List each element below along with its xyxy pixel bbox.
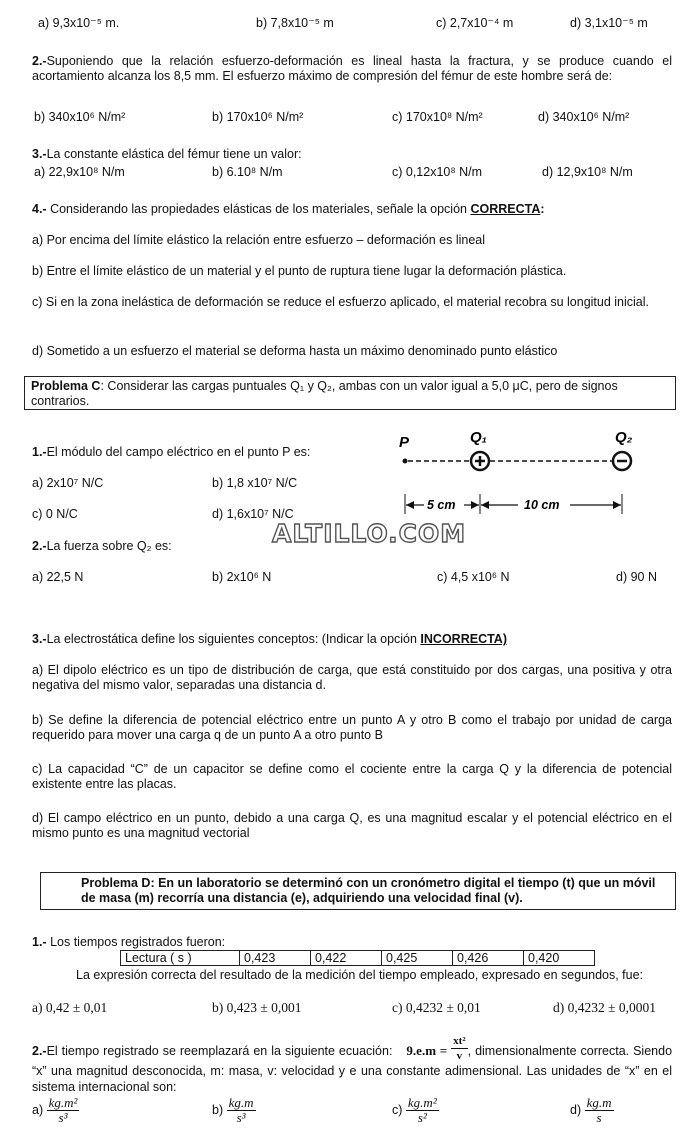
arrow-right-icon (613, 501, 621, 509)
q4-option-a: a) Por encima del límite elástico la relación entre esfuerzo – deformación es lineal (32, 233, 486, 247)
readings-table (120, 950, 595, 966)
d2-option-a (32, 1096, 79, 1125)
question-text: Los tiempos registrados fueron: (46, 935, 226, 949)
c3-option-c: c) La capacidad “C” de un capacitor se define como el cociente entre la carga Q y la diferencia de potencial existente entre las placas. (32, 762, 672, 791)
negative-charge-icon (613, 452, 631, 470)
numerator: kg.m² (48, 1095, 78, 1110)
watermark: ALTILLO.COM (272, 519, 467, 548)
q2-option-c: c) 170x10⁸ N/m² (392, 110, 483, 124)
question-number: 2.- (32, 539, 47, 553)
emphasis: INCORRECTA) (420, 632, 507, 646)
question-d2 (32, 1035, 673, 1095)
table-row (121, 951, 595, 966)
c3-option-a: a) El dipolo eléctrico es un tipo de distribución de carga, que está constituido por dos cargas, una positiva y otra negativa del mismo valor, separadas una distancia d. (32, 663, 672, 692)
table-cell: 0,422 (311, 951, 382, 966)
question-text: La constante elástica del fémur tiene un valor: (46, 147, 302, 161)
c2-option-a: a) 22,5 N (32, 570, 84, 584)
distance-2: 10 cm (524, 498, 560, 512)
question-number: 2.- (32, 54, 47, 68)
q2-option-d: d) 340x10⁶ N/m² (538, 110, 630, 124)
question-text: La electrostática define los siguientes conceptos: (Indicar la opción (46, 632, 421, 646)
q1-option-b: b) 7,8x10⁻⁵ m (256, 16, 334, 30)
charge-diagram (390, 420, 650, 520)
q2-option-a: b) 340x10⁶ N/m² (34, 110, 126, 124)
question-number: 4.- (32, 202, 47, 216)
option-fraction (585, 1096, 614, 1125)
numerator: kg.m (228, 1095, 254, 1110)
question-4 (32, 202, 672, 217)
d1-option-d: d) 0,4232 ± 0,0001 (553, 1000, 657, 1015)
denominator: s² (417, 1110, 427, 1125)
q4-option-c: c) Si en la zona inelástica de deformación se reduce el esfuerzo aplicado, el material recobra su longitud inicial. (32, 295, 650, 309)
option-label: c) (392, 1103, 403, 1117)
c3-option-b: b) Se define la diferencia de potencial eléctrico entre un punto A y otro B como el trabajo por unidad de carga requerido para mover una carga q de un punto A a otro punto B (32, 713, 672, 742)
question-text: Suponiendo que la relación esfuerzo-deformación es lineal hasta la fractura, y se produce cuando el acortamiento alcanza los 8,5 mm. El esfuerzo máximo de compresión del fémur de este hombre será de: (32, 54, 672, 83)
c1-option-d: d) 1,6x10⁷ N/C (212, 507, 294, 521)
c3-option-d: d) El campo eléctrico en un punto, debido a una carga Q, es una magnitud escalar y el potencial eléctrico en el mismo punto es una magnitud vectorial (32, 811, 672, 840)
emphasis: CORRECTA (470, 202, 541, 216)
distance-1: 5 cm (427, 498, 456, 512)
colon: : (540, 202, 545, 216)
q3-option-d: d) 12,9x10⁸ N/m (542, 165, 633, 179)
option-fraction (227, 1096, 256, 1125)
d2-option-b (212, 1096, 256, 1125)
c2-option-c: c) 4,5 x10⁶ N (437, 570, 510, 584)
question-text: El tiempo registrado se reemplazará en la siguiente ecuación: (46, 1043, 393, 1058)
table-cell: 0,420 (524, 951, 595, 966)
d1-option-a: a) 0,42 ± 0,01 (32, 1000, 108, 1015)
d2-option-c (392, 1096, 439, 1125)
option-label: b) (212, 1103, 224, 1117)
q4-option-d: d) Sometido a un esfuerzo el material se deforma hasta un máximo denominado punto elástico (32, 344, 558, 358)
c2-option-d: d) 90 N (616, 570, 657, 584)
d2-option-d (570, 1096, 614, 1125)
question-text: El módulo del campo eléctrico en el punto P es: (46, 445, 311, 459)
equation-lhs: 9.e.m = (406, 1042, 448, 1058)
question-number: 3.- (32, 147, 47, 161)
c1-option-b: b) 1,8 x10⁷ N/C (212, 476, 298, 490)
question-c2 (32, 539, 172, 554)
question-number: 1.- (32, 445, 47, 459)
denominator: s³ (58, 1110, 68, 1125)
problem-text: : Considerar las cargas puntuales Q₁ y Q₂, ambas con un valor igual a 5,0 μC, pero de signos contrarios. (31, 379, 618, 408)
table-cell: 0,423 (240, 951, 311, 966)
label-q1: Q₁ (470, 429, 487, 446)
c2-option-b: b) 2x10⁶ N (212, 570, 272, 584)
equation-denominator: v (456, 1050, 463, 1062)
q3-option-b: b) 6.10⁸ N/m (212, 165, 283, 179)
option-label: a) (32, 1103, 44, 1117)
question-number: 2.- (32, 1043, 47, 1058)
problem-d-box (40, 872, 676, 910)
option-label: d) (570, 1103, 582, 1117)
q4-option-b: b) Entre el límite elástico de un material y el punto de ruptura tiene lugar la deformación plástica. (32, 264, 567, 278)
positive-charge-icon (471, 452, 489, 470)
d1-option-b: b) 0,423 ± 0,001 (212, 1000, 302, 1015)
label-q2: Q₂ (615, 429, 633, 446)
question-text: Considerando las propiedades elásticas de los materiales, señale la opción (46, 202, 471, 216)
arrow-left-icon (406, 501, 414, 509)
q2-option-b: b) 170x10⁶ N/m² (212, 110, 304, 124)
c1-option-a: a) 2x10⁷ N/C (32, 476, 104, 490)
question-number: 3.- (32, 632, 47, 646)
label-p: P (399, 434, 410, 451)
problem-c-box (24, 376, 676, 410)
arrow-left-icon (481, 501, 489, 509)
d1-option-c: c) 0,4232 ± 0,01 (392, 1000, 481, 1015)
question-number: 1.- (32, 935, 47, 949)
question-3 (32, 147, 672, 162)
option-fraction (406, 1096, 439, 1125)
q1-option-d: d) 3,1x10⁻⁵ m (570, 16, 648, 30)
option-fraction (47, 1096, 80, 1125)
q3-option-c: c) 0,12x10⁸ N/m (392, 165, 483, 179)
question-2 (32, 54, 672, 84)
q3-option-a: a) 22,9x10⁸ N/m (34, 165, 125, 179)
question-c1 (32, 445, 310, 460)
table-cell: Lectura ( s ) (121, 951, 240, 966)
problem-text: Problema D: En un laboratorio se determinó con un cronómetro digital el tiempo (t) que un móvil de masa (m) recorría una distancia (e), adquiriendo una velocidad final (v). (81, 876, 656, 905)
q1-option-c: c) 2,7x10⁻⁴ m (436, 16, 514, 30)
q1-option-a: a) 9,3x10⁻⁵ m. (38, 16, 120, 30)
problem-title: Problema C (31, 379, 101, 393)
equation-fraction (451, 1034, 467, 1063)
point-p (403, 459, 408, 464)
question-d1 (32, 935, 225, 950)
arrow-right-icon (471, 501, 479, 509)
table-cell: 0,426 (453, 951, 524, 966)
numerator: kg.m² (407, 1095, 437, 1110)
question-d1-text: La expresión correcta del resultado de la medición del tiempo empleado, expresado en segundos, fue: (76, 968, 644, 982)
denominator: s (596, 1110, 602, 1125)
numerator: kg.m (586, 1095, 612, 1110)
equation-numerator: xt² (453, 1035, 466, 1047)
denominator: s³ (236, 1110, 246, 1125)
table-cell: 0,425 (382, 951, 453, 966)
question-c3 (32, 632, 672, 647)
question-text-after: , dimensionalmente correcta. Siendo “x” una magnitud desconocida, m: masa, v: velocidad y e una constante adimensional. Las unidades de “x” en el sistema internacional son: (32, 1043, 673, 1094)
question-text: La fuerza sobre Q₂ es: (46, 539, 172, 553)
c1-option-c: c) 0 N/C (32, 507, 78, 521)
